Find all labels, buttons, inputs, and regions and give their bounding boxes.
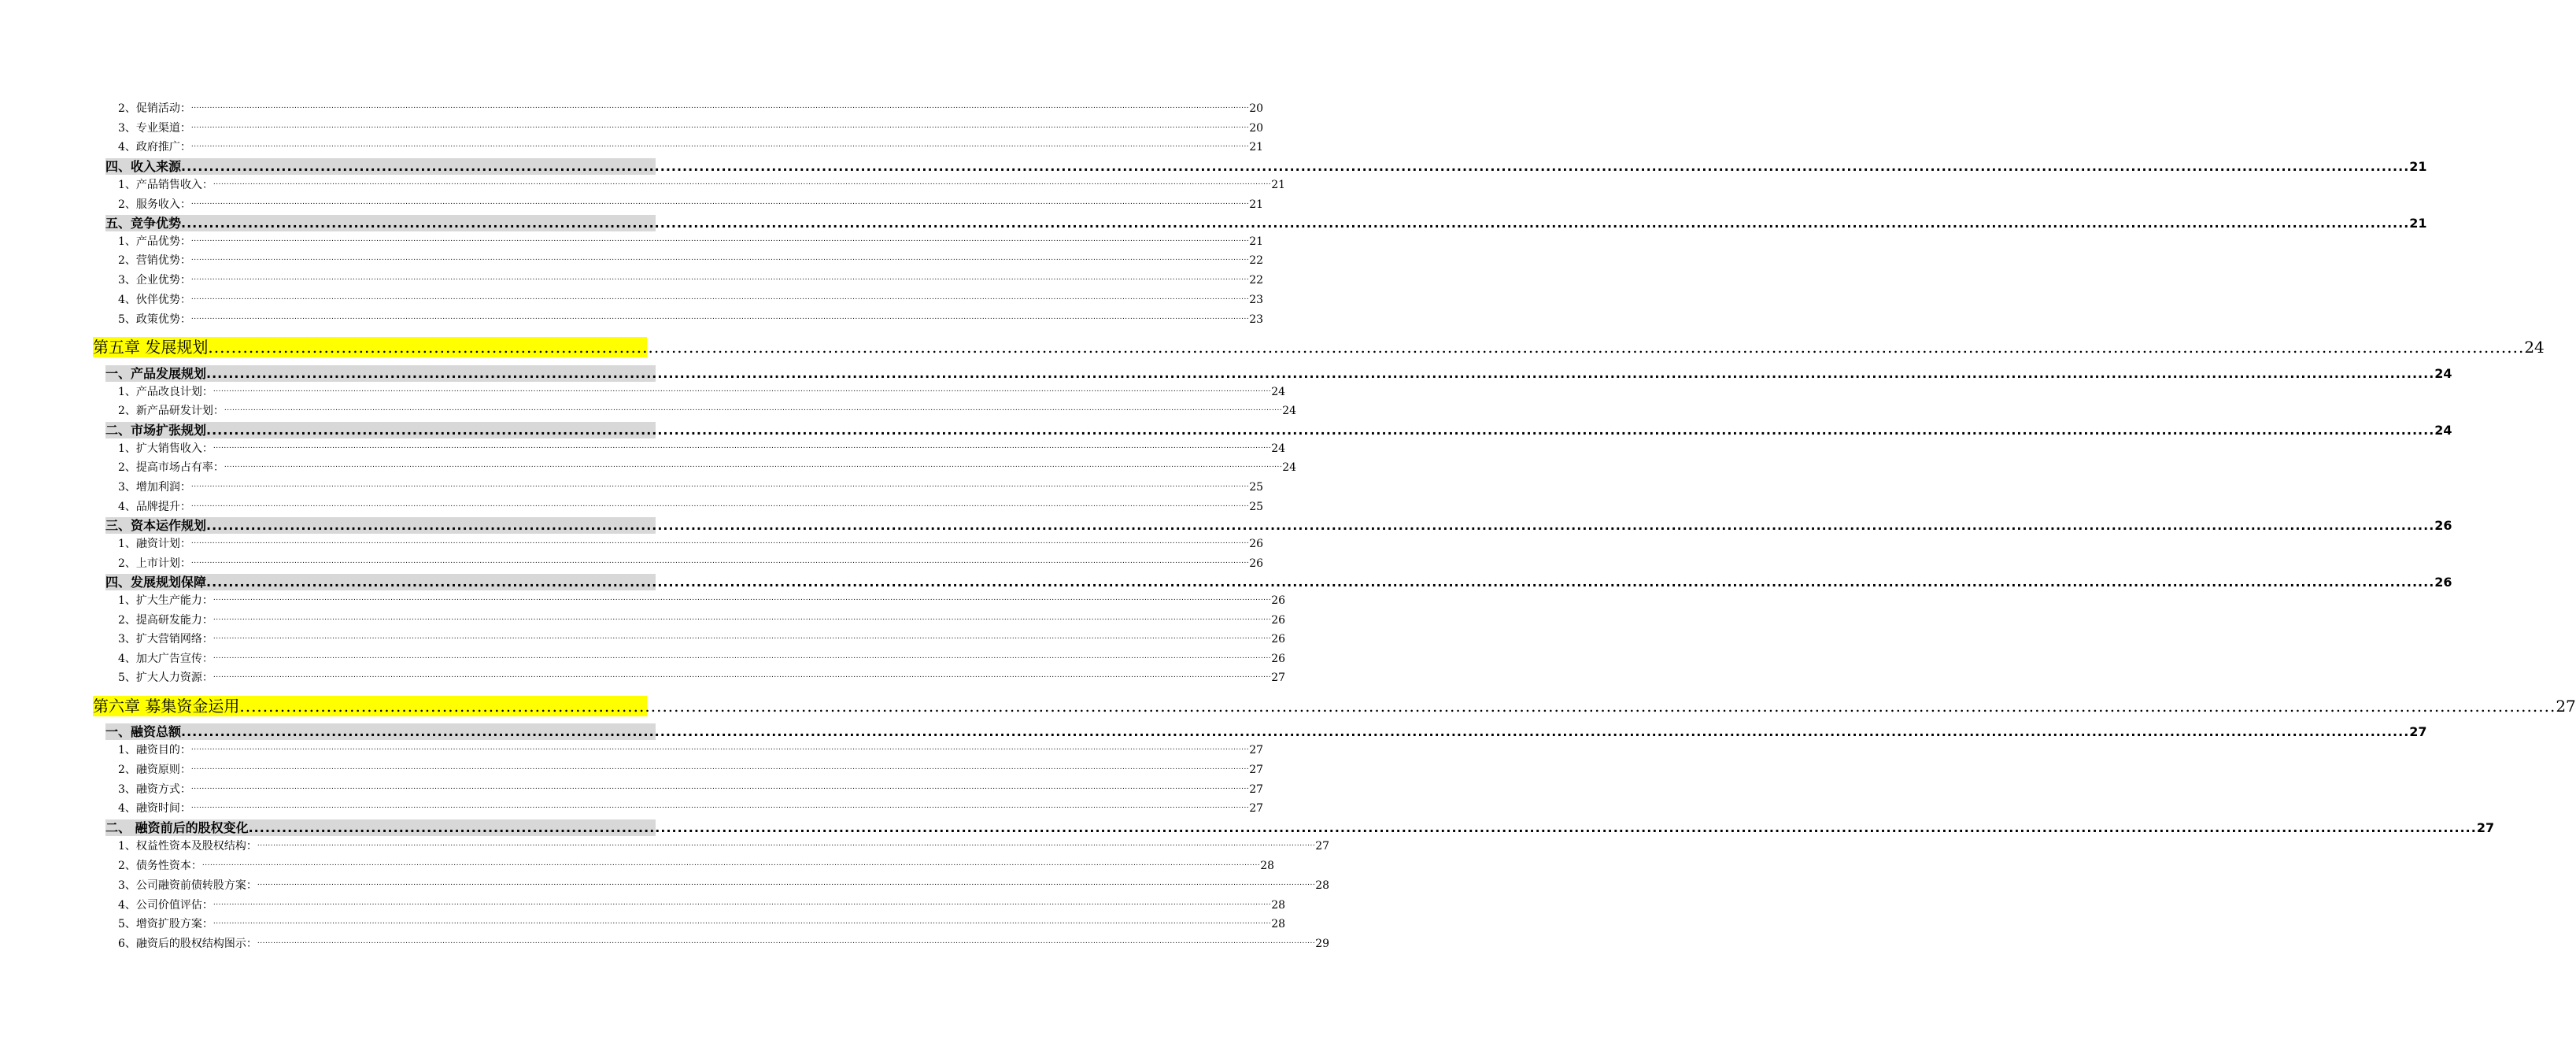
toc-entry-label: 2、促销活动： (118, 102, 191, 115)
toc-page-number: 20 (1249, 122, 1264, 135)
toc-entry-label: 5、扩大人力资源： (118, 671, 213, 684)
toc-leader-dots: ................................................................................................................................................................................................................................................................................................................................................................................................................ (190, 141, 1250, 149)
toc-item-row[interactable] (118, 479, 1264, 495)
toc-page-number: 27 (1249, 802, 1264, 815)
toc-entry-label: 2、债务性资本： (118, 860, 202, 872)
toc-page-number: 26 (2434, 518, 2452, 533)
toc-section-row[interactable] (105, 158, 2427, 175)
toc-section-row[interactable] (105, 819, 2495, 836)
toc-leader-dots: ................................................................................................................................................................................................................................................................................................................................................................................................................ (206, 518, 2435, 533)
toc-leader-dots: ................................................................................................................................................................................................................................................................................................................................................................................................................ (190, 313, 1250, 321)
toc-item-row[interactable] (118, 612, 1286, 628)
toc-page-number: 21 (1249, 141, 1264, 154)
toc-entry-label: 二、 融资前后的股权变化 (105, 820, 249, 835)
toc-page-number: 24 (1282, 405, 1297, 417)
toc-page-number: 26 (1271, 594, 1286, 607)
toc-section-row[interactable] (105, 517, 2452, 534)
toc-item-row[interactable] (118, 838, 1330, 854)
toc-page-number: 21 (1249, 198, 1264, 211)
toc-entry-label: 2、新产品研发计划： (118, 405, 224, 417)
toc-leader-dots: ................................................................................................................................................................................................................................................................................................................................................................................................................ (206, 366, 2435, 381)
toc-entry-label: 1、产品销售收入： (118, 179, 213, 191)
toc-item-row[interactable] (118, 403, 1297, 419)
toc-leader-dots: ................................................................................................................................................................................................................................................................................................................................................................................................................ (190, 481, 1250, 489)
toc-item-row[interactable] (118, 878, 1330, 893)
toc-leader-dots: ................................................................................................................................................................................................................................................................................................................................................................................................................ (213, 633, 1272, 641)
toc-entry-label: 5、政策优势： (118, 313, 191, 326)
toc-entry-label: 1、融资计划： (118, 538, 191, 550)
toc-entry-label: 2、服务收入： (118, 198, 191, 211)
toc-leader-dots: ................................................................................................................................................................................................................................................................................................................................................................................................................ (213, 918, 1272, 926)
toc-page-number: 27 (1249, 764, 1264, 776)
toc-leader-dots: ................................................................................................................................................................................................................................................................................................................................................................................................................ (190, 538, 1250, 546)
toc-leader-dots: ................................................................................................................................................................................................................................................................................................................................................................................................................ (201, 860, 1261, 867)
toc-item-row[interactable] (118, 556, 1264, 572)
toc-page-number: 27 (1271, 671, 1286, 684)
toc-leader-dots: ................................................................................................................................................................................................................................................................................................................................................................................................................ (213, 442, 1272, 450)
toc-page-number: 24 (1271, 442, 1286, 455)
toc-leader-dots: ................................................................................................................................................................................................................................................................................................................................................................................................................ (190, 501, 1250, 509)
toc-page-number: 25 (1249, 481, 1264, 494)
toc-leader-dots: ................................................................................................................................................................................................................................................................................................................................................................................................................ (190, 122, 1250, 130)
toc-page-number: 27 (2409, 724, 2427, 739)
toc-section-row[interactable] (105, 422, 2452, 438)
toc-leader-dots: ................................................................................................................................................................................................................................................................................................................................................................................................................ (257, 840, 1316, 848)
toc-section-row[interactable] (105, 365, 2452, 382)
toc-entry-label: 四、发展规划保障 (105, 575, 207, 590)
toc-leader-dots: ................................................................................................................................................................................................................................................................................................................................................................................................................ (224, 405, 1283, 412)
toc-page-number: 26 (1271, 653, 1286, 665)
toc-page-number: 28 (1315, 879, 1330, 892)
toc-entry-label: 2、营销优势： (118, 254, 191, 267)
toc-page-number: 24 (2434, 366, 2452, 381)
toc-entry-label: 1、融资目的： (118, 744, 191, 757)
toc-page-number: 20 (1249, 102, 1264, 115)
toc-entry-label: 1、扩大生产能力： (118, 594, 213, 607)
toc-leader-dots: ................................................................................................................................................................................................................................................................................................................................................................................................................ (190, 294, 1250, 301)
toc-page-number: 24 (1282, 461, 1297, 474)
toc-leader-dots: ................................................................................................................................................................................................................................................................................................................................................................................................................ (206, 423, 2435, 438)
toc-leader-dots: ................................................................................................................................................................................................................................................................................................................................................................................................................ (190, 274, 1250, 282)
toc-item-row[interactable] (118, 782, 1264, 797)
toc-item-row[interactable] (118, 312, 1264, 327)
toc-entry-label: 4、公司价值评估： (118, 899, 213, 912)
toc-entry-label: 3、增加利润： (118, 481, 191, 494)
toc-leader-dots: ................................................................................................................................................................................................................................................................................................................................................................................................................ (213, 614, 1272, 622)
toc-leader-dots: ................................................................................................................................................................................................................................................................................................................................................................................................................ (213, 899, 1272, 907)
toc-item-row[interactable] (118, 651, 1286, 667)
toc-leader-dots: ................................................................................................................................................................................................................................................................................................................................................................................................................ (213, 594, 1272, 602)
toc-section-row[interactable] (105, 215, 2427, 231)
toc-item-row[interactable] (118, 177, 1286, 193)
toc-leader-dots: ................................................................................................................................................................................................................................................................................................................................................................................................................ (190, 235, 1250, 243)
toc-leader-dots: ................................................................................................................................................................................................................................................................................................................................................................................................................ (239, 697, 2556, 716)
toc-page-number: 28 (1271, 899, 1286, 912)
toc-page-number: 28 (1271, 918, 1286, 930)
toc-page-number: 24 (2434, 423, 2452, 438)
toc-entry-label: 4、政府推广： (118, 141, 191, 154)
toc-entry-label: 2、提高市场占有率： (118, 461, 224, 474)
toc-page-number: 23 (1249, 294, 1264, 306)
toc-entry-label: 6、融资后的股权结构图示： (118, 938, 257, 950)
toc-item-row[interactable] (118, 139, 1264, 155)
toc-leader-dots: ................................................................................................................................................................................................................................................................................................................................................................................................................ (206, 575, 2435, 590)
toc-item-row[interactable] (118, 936, 1330, 952)
toc-entry-label: 三、资本运作规划 (105, 518, 207, 533)
toc-entry-label: 2、上市计划： (118, 557, 191, 570)
toc-leader-dots: ................................................................................................................................................................................................................................................................................................................................................................................................................ (190, 557, 1250, 565)
toc-leader-dots: ................................................................................................................................................................................................................................................................................................................................................................................................................ (190, 198, 1250, 206)
toc-entry-label: 五、竞争优势 (105, 216, 182, 231)
toc-item-row[interactable] (118, 197, 1264, 213)
toc-entry-label: 一、产品发展规划 (105, 366, 207, 381)
toc-entry-label: 2、融资原则： (118, 764, 191, 776)
toc-item-row[interactable] (118, 234, 1264, 250)
toc-page-number: 24 (1271, 386, 1286, 398)
toc-item-row[interactable] (118, 631, 1286, 647)
toc-item-row[interactable] (118, 801, 1264, 816)
toc-item-row[interactable] (118, 858, 1275, 874)
toc-leader-dots: ................................................................................................................................................................................................................................................................................................................................................................................................................ (181, 159, 2410, 174)
toc-leader-dots: ................................................................................................................................................................................................................................................................................................................................................................................................................ (213, 179, 1272, 187)
toc-chapter-row[interactable] (93, 337, 2545, 357)
toc-leader-dots: ................................................................................................................................................................................................................................................................................................................................................................................................................ (190, 783, 1250, 791)
toc-page-number: 26 (1249, 557, 1264, 570)
toc-item-row[interactable] (118, 762, 1264, 778)
toc-entry-label: 4、品牌提升： (118, 501, 191, 513)
toc-chapter-row[interactable] (93, 696, 2576, 716)
toc-leader-dots: ................................................................................................................................................................................................................................................................................................................................................................................................................ (213, 671, 1272, 679)
toc-entry-label: 5、增资扩股方案： (118, 918, 213, 930)
toc-leader-dots: ................................................................................................................................................................................................................................................................................................................................................................................................................ (190, 802, 1250, 810)
toc-page-number: 29 (1315, 938, 1330, 950)
toc-leader-dots: ................................................................................................................................................................................................................................................................................................................................................................................................................ (190, 764, 1250, 771)
toc-page-number: 22 (1249, 254, 1264, 267)
toc-entry-label: 3、专业渠道： (118, 122, 191, 135)
toc-item-row[interactable] (118, 441, 1286, 457)
toc-page-number: 26 (1249, 538, 1264, 550)
toc-page-number: 27 (1315, 840, 1330, 853)
toc-entry-label: 第六章 募集资金运用 (93, 697, 240, 716)
toc-page-number: 26 (1271, 633, 1286, 646)
toc-entry-label: 1、权益性资本及股权结构： (118, 840, 257, 853)
toc-page-number: 27 (1249, 744, 1264, 757)
toc-leader-dots: ................................................................................................................................................................................................................................................................................................................................................................................................................ (181, 216, 2410, 231)
toc-entry-label: 4、融资时间： (118, 802, 191, 815)
toc-entry-label: 3、扩大营销网络： (118, 633, 213, 646)
toc-leader-dots: ................................................................................................................................................................................................................................................................................................................................................................................................................ (224, 461, 1283, 469)
toc-page-number: 21 (1271, 179, 1286, 191)
toc-entry-label: 3、公司融资前债转股方案： (118, 879, 257, 892)
toc-section-row[interactable] (105, 574, 2452, 590)
toc-leader-dots: ................................................................................................................................................................................................................................................................................................................................................................................................................ (213, 386, 1272, 394)
toc-item-row[interactable] (118, 384, 1286, 400)
toc-page-number: 23 (1249, 313, 1264, 326)
toc-page-number: 21 (1249, 235, 1264, 248)
toc-leader-dots: ................................................................................................................................................................................................................................................................................................................................................................................................................ (190, 744, 1250, 752)
toc-leader-dots: ................................................................................................................................................................................................................................................................................................................................................................................................................ (208, 338, 2525, 357)
toc-leader-dots: ................................................................................................................................................................................................................................................................................................................................................................................................................ (190, 102, 1250, 110)
toc-entry-label: 2、提高研发能力： (118, 614, 213, 627)
toc-item-row[interactable] (118, 670, 1286, 686)
toc-entry-label: 3、企业优势： (118, 274, 191, 287)
toc-page-number: 26 (1271, 614, 1286, 627)
toc-page-number: 28 (1260, 860, 1275, 872)
toc-leader-dots: ................................................................................................................................................................................................................................................................................................................................................................................................................ (190, 254, 1250, 262)
toc-page-number: 27 (1249, 783, 1264, 796)
toc-page-number: 25 (1249, 501, 1264, 513)
toc-item-row[interactable] (118, 536, 1264, 552)
toc-entry-label: 1、扩大销售收入： (118, 442, 213, 455)
toc-leader-dots: ................................................................................................................................................................................................................................................................................................................................................................................................................ (257, 938, 1316, 945)
toc-item-row[interactable] (118, 742, 1264, 758)
toc-item-row[interactable] (118, 120, 1264, 136)
toc-page-number: 27 (2476, 820, 2495, 835)
toc-page-number: 21 (2409, 216, 2427, 231)
toc-entry-label: 第五章 发展规划 (93, 338, 209, 357)
toc-entry-label: 一、融资总额 (105, 724, 182, 739)
toc-item-row[interactable] (118, 499, 1264, 515)
toc-item-row[interactable] (118, 292, 1264, 308)
toc-entry-label: 二、市场扩张规划 (105, 423, 207, 438)
toc-entry-label: 3、融资方式： (118, 783, 191, 796)
toc-entry-label: 1、产品改良计划： (118, 386, 213, 398)
toc-entry-label: 四、收入来源 (105, 159, 182, 174)
toc-leader-dots: ................................................................................................................................................................................................................................................................................................................................................................................................................ (181, 724, 2410, 739)
toc-entry-label: 4、伙伴优势： (118, 294, 191, 306)
toc-page-number: 27 (2556, 697, 2576, 716)
toc-leader-dots: ................................................................................................................................................................................................................................................................................................................................................................................................................ (257, 879, 1316, 887)
toc-entry-label: 1、产品优势： (118, 235, 191, 248)
toc-section-row[interactable] (105, 723, 2427, 740)
toc-item-row[interactable] (118, 460, 1297, 475)
toc-page-number: 24 (2524, 338, 2545, 357)
toc-page-number: 22 (1249, 274, 1264, 287)
toc-item-row[interactable] (118, 593, 1286, 609)
toc-page-number: 21 (2409, 159, 2427, 174)
toc-item-row[interactable] (118, 916, 1286, 932)
toc-entry-label: 4、加大广告宣传： (118, 653, 213, 665)
toc-leader-dots: ................................................................................................................................................................................................................................................................................................................................................................................................................ (213, 653, 1272, 660)
toc-item-row[interactable] (118, 101, 1264, 117)
toc-page-number: 26 (2434, 575, 2452, 590)
toc-item-row[interactable] (118, 897, 1286, 913)
toc-item-row[interactable] (118, 272, 1264, 288)
toc-item-row[interactable] (118, 253, 1264, 268)
toc-leader-dots: ................................................................................................................................................................................................................................................................................................................................................................................................................ (248, 820, 2477, 835)
